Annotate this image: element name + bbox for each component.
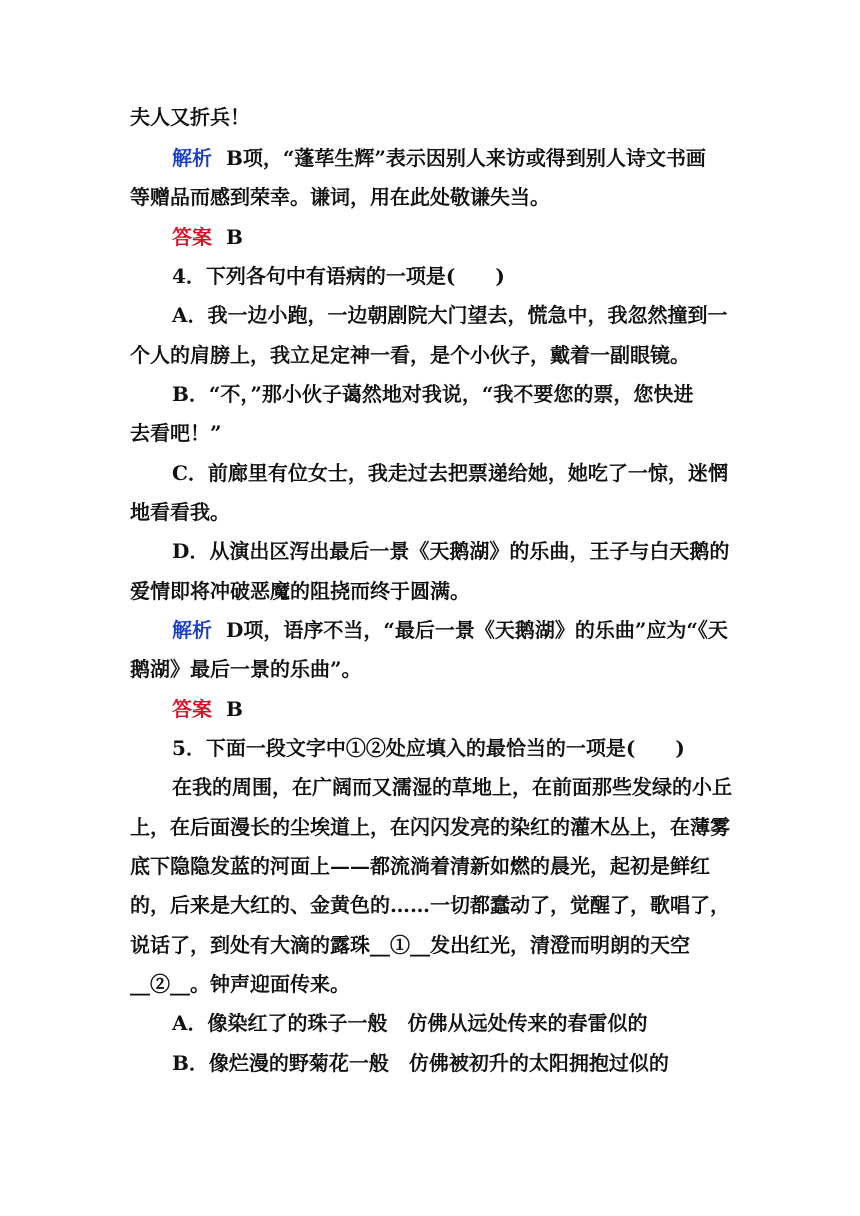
question-title: 4．下列各句中有语病的一项是( ) xyxy=(172,264,505,288)
answer-value: B xyxy=(226,225,243,249)
option-b: B．像烂漫的野菊花一般 仿佛被初升的太阳拥抱过似的 xyxy=(172,1051,669,1075)
text-line: 夫人又折兵！ xyxy=(130,105,250,129)
text-line: 个人的肩膀上，我立足定神一看，是个小伙子，戴着一副眼镜。 xyxy=(130,343,690,367)
answer-label: 答案 xyxy=(172,697,212,721)
answer-block xyxy=(172,223,243,251)
option-c: C．前廊里有位女士，我走过去把票递给她，她吃了一惊，迷惘 xyxy=(172,461,728,485)
passage-line: 说话了，到处有大滴的露珠__①__发出红光，清澄而明朗的天空 xyxy=(130,933,690,957)
analysis-text: D项，语序不当，“最后一景《天鹅湖》的乐曲”应为“《天 xyxy=(226,618,728,642)
passage-line: 底下隐隐发蓝的河面上——都流淌着清新如燃的晨光，起初是鲜红 xyxy=(130,854,710,878)
passage-line: __②__。钟声迎面传来。 xyxy=(130,972,350,996)
passage-line: 在我的周围，在广阔而又濡湿的草地上，在前面那些发绿的小丘 xyxy=(172,775,732,799)
analysis-block xyxy=(172,144,706,172)
option-d: D．从演出区泻出最后一景《天鹅湖》的乐曲，王子与白天鹅的 xyxy=(172,539,730,563)
option-a: A．我一边小跑，一边朝剧院大门望去，慌急中，我忽然撞到一 xyxy=(172,303,728,327)
passage-line: 的，后来是大红的、金黄色的……一切都蠢动了，觉醒了，歌唱了， xyxy=(130,893,730,917)
text-line: 爱情即将冲破恶魔的阻挠而终于圆满。 xyxy=(130,579,470,603)
passage-line: 上，在后面漫长的尘埃道上，在闪闪发亮的染红的灌木丛上，在薄雾 xyxy=(130,815,730,839)
analysis-text: B项，“蓬荜生辉”表示因别人来访或得到别人诗文书画 xyxy=(226,146,706,170)
text-line: 等赠品而感到荣幸。谦词，用在此处敬谦失当。 xyxy=(130,185,550,209)
answer-label: 答案 xyxy=(172,225,212,249)
answer-value: B xyxy=(226,697,243,721)
answer-block xyxy=(172,695,243,723)
text-line: 鹅湖》最后一景的乐曲”。 xyxy=(130,657,362,681)
text-line: 去看吧！” xyxy=(130,421,222,445)
analysis-label: 解析 xyxy=(172,618,212,642)
analysis-label: 解析 xyxy=(172,146,212,170)
option-a: A．像染红了的珠子一般 仿佛从远处传来的春雷似的 xyxy=(172,1011,648,1035)
question-title: 5．下面一段文字中①②处应填入的最恰当的一项是( ) xyxy=(172,736,685,760)
option-b: B．“不，”那小伙子蔼然地对我说，“我不要您的票，您快进 xyxy=(172,382,694,406)
text-line: 地看看我。 xyxy=(130,500,230,524)
analysis-block xyxy=(172,616,728,644)
